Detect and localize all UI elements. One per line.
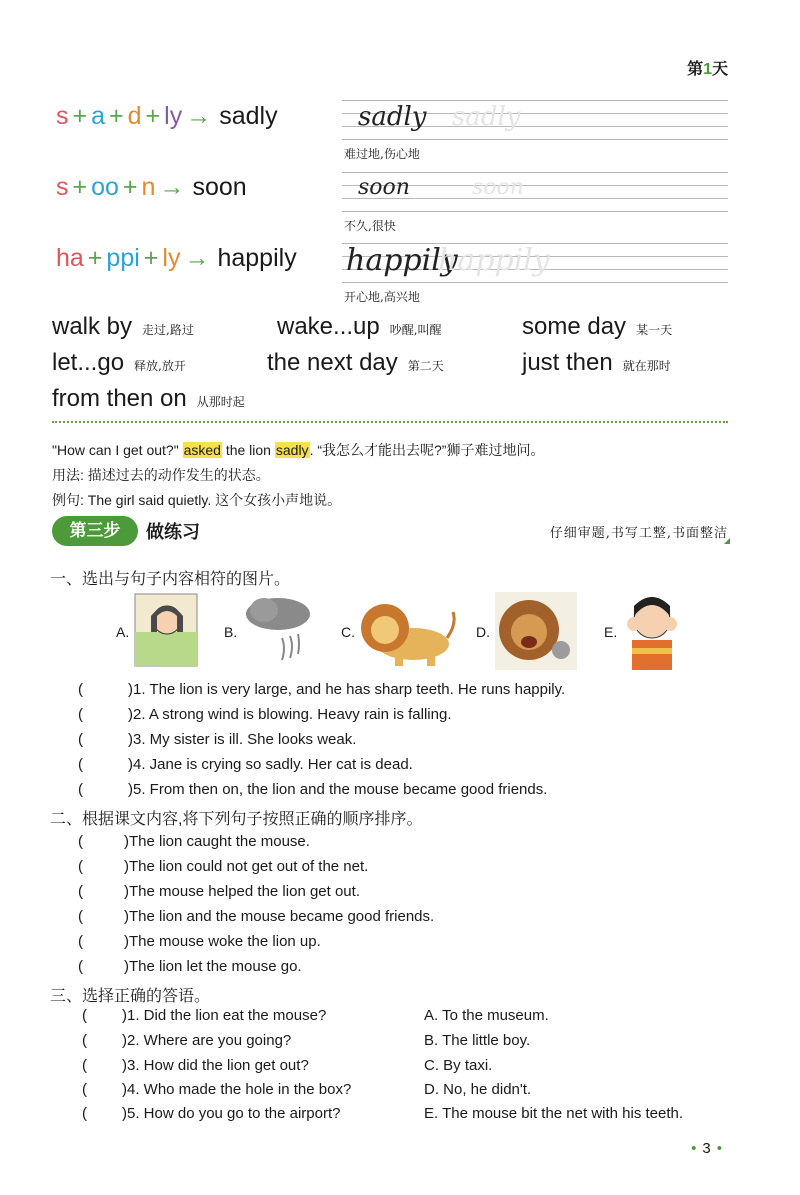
- section3-title: 三、选择正确的答语。: [50, 988, 211, 1005]
- crying-girl-icon: [620, 594, 684, 670]
- step-badge: 第三步: [52, 516, 138, 546]
- usage-sentence: 例句: The girl said quietly. 这个女孩小声地说。: [52, 492, 342, 508]
- pic-label-b: B.: [224, 624, 238, 640]
- sick-girl-icon: [133, 592, 199, 668]
- order-item-6: ( )The lion let the mouse go.: [78, 958, 302, 975]
- match-item-2: ( )2. Where are you going? B. The little boy.: [82, 1032, 531, 1049]
- order-item-2: ( )The lion could not get out of the net.: [78, 858, 369, 875]
- question1-5: ( )5. From then on, the lion and the mouse became good friends.: [78, 781, 548, 798]
- handwriting-lines-soon: soon soon: [342, 172, 728, 212]
- step-title: 做练习: [146, 522, 200, 542]
- match-item-3: ( )3. How did the lion get out? C. By taxi.: [82, 1057, 493, 1074]
- pic-label-c: C.: [341, 624, 355, 640]
- phrase-wake-up: wake...up 吵醒,叫醒: [277, 313, 442, 340]
- match-item-5: ( )5. How do you go to the airport? E. The mouse bit the net with his teeth.: [82, 1105, 684, 1122]
- pic-label-d: D.: [476, 624, 490, 640]
- question1-3: ( )3. My sister is ill. She looks weak.: [78, 731, 357, 748]
- lion-mouse-icon: [495, 592, 577, 670]
- order-item-5: ( )The mouse woke the lion up.: [78, 933, 321, 950]
- order-item-3: ( )The mouse helped the lion get out.: [78, 883, 360, 900]
- rain-cloud-icon: [242, 594, 314, 668]
- phrase-the-next-day: the next day 第二天: [267, 349, 444, 376]
- word-build-happily: ha + ppi + ly → happily: [56, 244, 297, 272]
- phrase-from-then-on: from then on 从那时起: [52, 385, 245, 412]
- handwriting-lines-happily: happily happily: [342, 243, 728, 283]
- pic-label-e: E.: [604, 624, 618, 640]
- usage-rule: 用法: 描述过去的动作发生的状态。: [52, 467, 270, 483]
- meaning-happily: 开心地,高兴地: [344, 290, 420, 304]
- word-build-sadly: s + a + d + ly → sadly: [56, 102, 278, 130]
- step-hint: 仔细审题,书写工整,书面整洁: [549, 526, 728, 541]
- phrase-let-go: let...go 释放,放开: [52, 349, 186, 376]
- usage-example: "How can I get out?" asked the lion sadly. “我怎么才能出去呢?”狮子难过地问。: [52, 442, 545, 458]
- meaning-soon: 不久,很快: [344, 219, 396, 233]
- section1-title: 一、选出与句子内容相符的图片。: [50, 571, 291, 588]
- arrow-icon: →: [159, 173, 185, 201]
- order-item-4: ( )The lion and the mouse became good friends.: [78, 908, 435, 925]
- divider: [52, 421, 728, 423]
- section2-title: 二、根据课文内容,将下列句子按照正确的顺序排序。: [50, 811, 423, 828]
- phrase-just-then: just then 就在那时: [522, 349, 671, 376]
- lion-running-icon: [355, 594, 459, 668]
- page-number: • 3 •: [691, 1140, 722, 1157]
- word-build-soon: s + oo + n → soon: [56, 173, 247, 201]
- pic-label-a: A.: [116, 624, 130, 640]
- handwriting-lines-sadly: sadly sadly: [342, 100, 728, 140]
- match-item-1: ( )1. Did the lion eat the mouse? A. To the museum.: [82, 1007, 549, 1024]
- question1-4: ( )4. Jane is crying so sadly. Her cat is dead.: [78, 756, 413, 773]
- phrase-some-day: some day 某一天: [522, 313, 673, 340]
- day-label: 第1天: [687, 61, 728, 78]
- match-item-4: ( )4. Who made the hole in the box? D. No, he didn't.: [82, 1081, 532, 1098]
- corner-mark-icon: [724, 538, 730, 544]
- question1-2: ( )2. A strong wind is blowing. Heavy rain is falling.: [78, 706, 452, 723]
- phrase-walk-by: walk by 走过,路过: [52, 313, 194, 340]
- question1-1: ( )1. The lion is very large, and he has sharp teeth. He runs happily.: [78, 681, 566, 698]
- order-item-1: ( )The lion caught the mouse.: [78, 833, 310, 850]
- arrow-icon: →: [186, 102, 212, 130]
- meaning-sadly: 难过地,伤心地: [344, 147, 420, 161]
- arrow-icon: →: [184, 244, 210, 272]
